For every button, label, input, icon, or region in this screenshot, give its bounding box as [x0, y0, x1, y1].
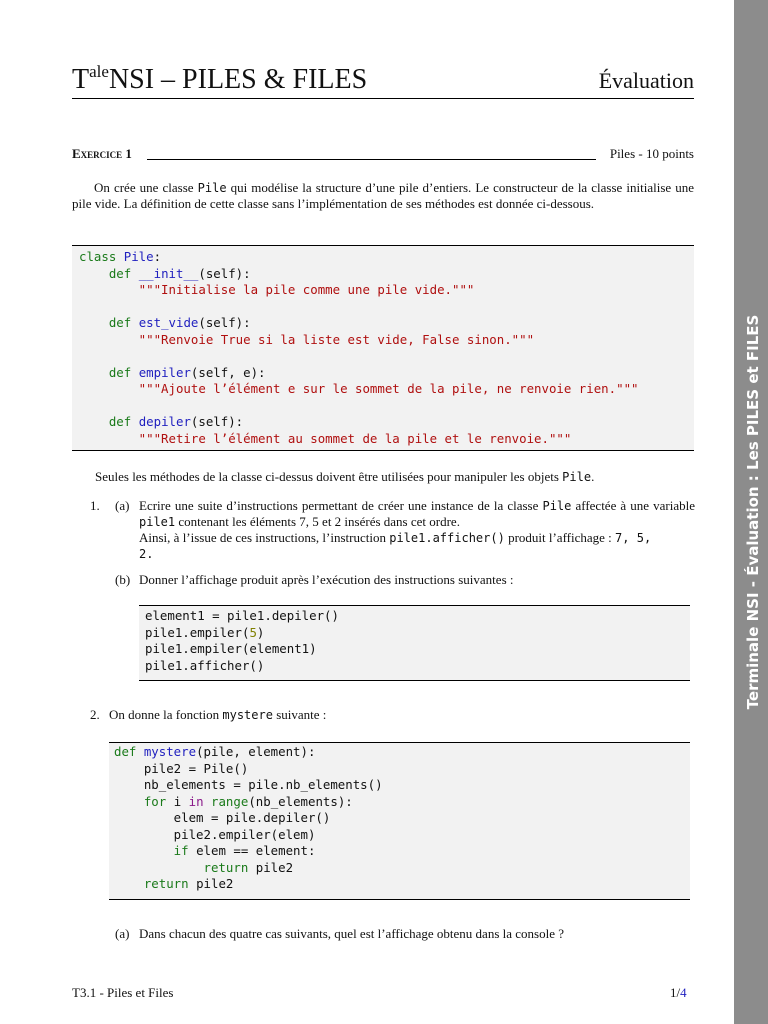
code-line: def empiler(self, e): [79, 364, 266, 380]
exercise-points: Piles - 10 points [609, 146, 694, 161]
page-number: 1/4 [670, 985, 687, 1000]
code-line [79, 348, 694, 365]
total-pages-link[interactable]: 4 [680, 985, 687, 1000]
code-line: elem = pile.depiler() [114, 810, 331, 825]
code-block-class-pile [72, 245, 694, 451]
exercise-heading [72, 146, 694, 164]
intro-paragraph: On crée une classe Pile qui modélise la structure d’une pile d’entiers. Le constructeur de la classe initialise une pile vide. La définition de cette classe sans l’implémentation de ses méthodes est donnée ci-dessous. [72, 180, 694, 211]
heading-rule [147, 159, 596, 160]
code-line: pile2 = Pile() [114, 760, 249, 776]
code-line: """Ajoute l’élément e sur le sommet de la pile, ne renvoie rien.""" [79, 381, 639, 396]
code-block-instructions [139, 605, 690, 681]
code-line: pile1.empiler(5) [145, 624, 265, 640]
code-line: return pile2 [114, 859, 294, 875]
subquestion-label-b: (b) [115, 572, 131, 587]
code-line: element1 = pile1.depiler() [145, 608, 339, 623]
code-line: """Initialise la pile comme une pile vide.""" [79, 282, 475, 297]
code-line: if elem == element: [114, 843, 316, 858]
subquestion-label-a: (a) [115, 498, 130, 513]
question-2-text: On donne la fonction mystere suivante : [109, 707, 327, 722]
code-line: def mystere(pile, element): [114, 744, 316, 759]
sidebar-title: Terminale NSI - Évaluation : Les PILES et FILES [744, 314, 762, 710]
question-2a-text: Dans chacun des quatre cas suivants, quel est l’affichage obtenu dans la console ? [139, 926, 565, 941]
page-header [72, 58, 694, 99]
code-line [79, 398, 694, 415]
code-line: pile1.afficher() [145, 657, 265, 673]
question-1b-text: Donner l’affichage produit après l’exécution des instructions suivantes : [139, 572, 514, 587]
question-number-1: 1. [90, 498, 100, 513]
question-number-2: 2. [90, 707, 100, 722]
code-line: pile1.empiler(element1) [145, 641, 317, 656]
footer-chapter: T3.1 - Piles et Files [72, 985, 174, 1000]
code-line: for i in range(nb_elements): [114, 793, 353, 809]
page-title: $T^{ale}NSI$ – PILES & FILES [72, 62, 368, 95]
code-line: """Retire l’élément au sommet de la pile et le renvoie.""" [79, 430, 572, 446]
question-1a-text: Ecrire une suite d’instructions permettant de créer une instance de la classe Pile affectée à une variable pile1 contenant les éléments 7, 5 et 2 insérés dans cet ordre. Ainsi, à l’issue de ces instructions, l’instruction pile1.afficher() produit l’affichage : 7, 5, 2. [139, 498, 695, 561]
code-line: def __init__(self): [79, 265, 251, 281]
page-subtitle: Évaluation [598, 68, 694, 93]
subquestion-label-2a: (a) [115, 926, 130, 941]
code-line: return pile2 [114, 876, 234, 891]
code-line: def depiler(self): [79, 414, 244, 429]
code-line: class Pile: [79, 249, 162, 264]
note-paragraph: Seules les méthodes de la classe ci-dessus doivent être utilisées pour manipuler les objets Pile. [95, 469, 595, 484]
code-line [79, 299, 694, 316]
code-line: def est_vide(self): [79, 315, 251, 330]
code-line: nb_elements = pile.nb_elements() [114, 777, 383, 792]
code-line: pile2.empiler(elem) [114, 826, 316, 842]
exercise-label: Exercice 1 [72, 146, 132, 161]
code-block-mystere [109, 742, 690, 900]
code-line: """Renvoie True si la liste est vide, False sinon.""" [79, 331, 535, 347]
